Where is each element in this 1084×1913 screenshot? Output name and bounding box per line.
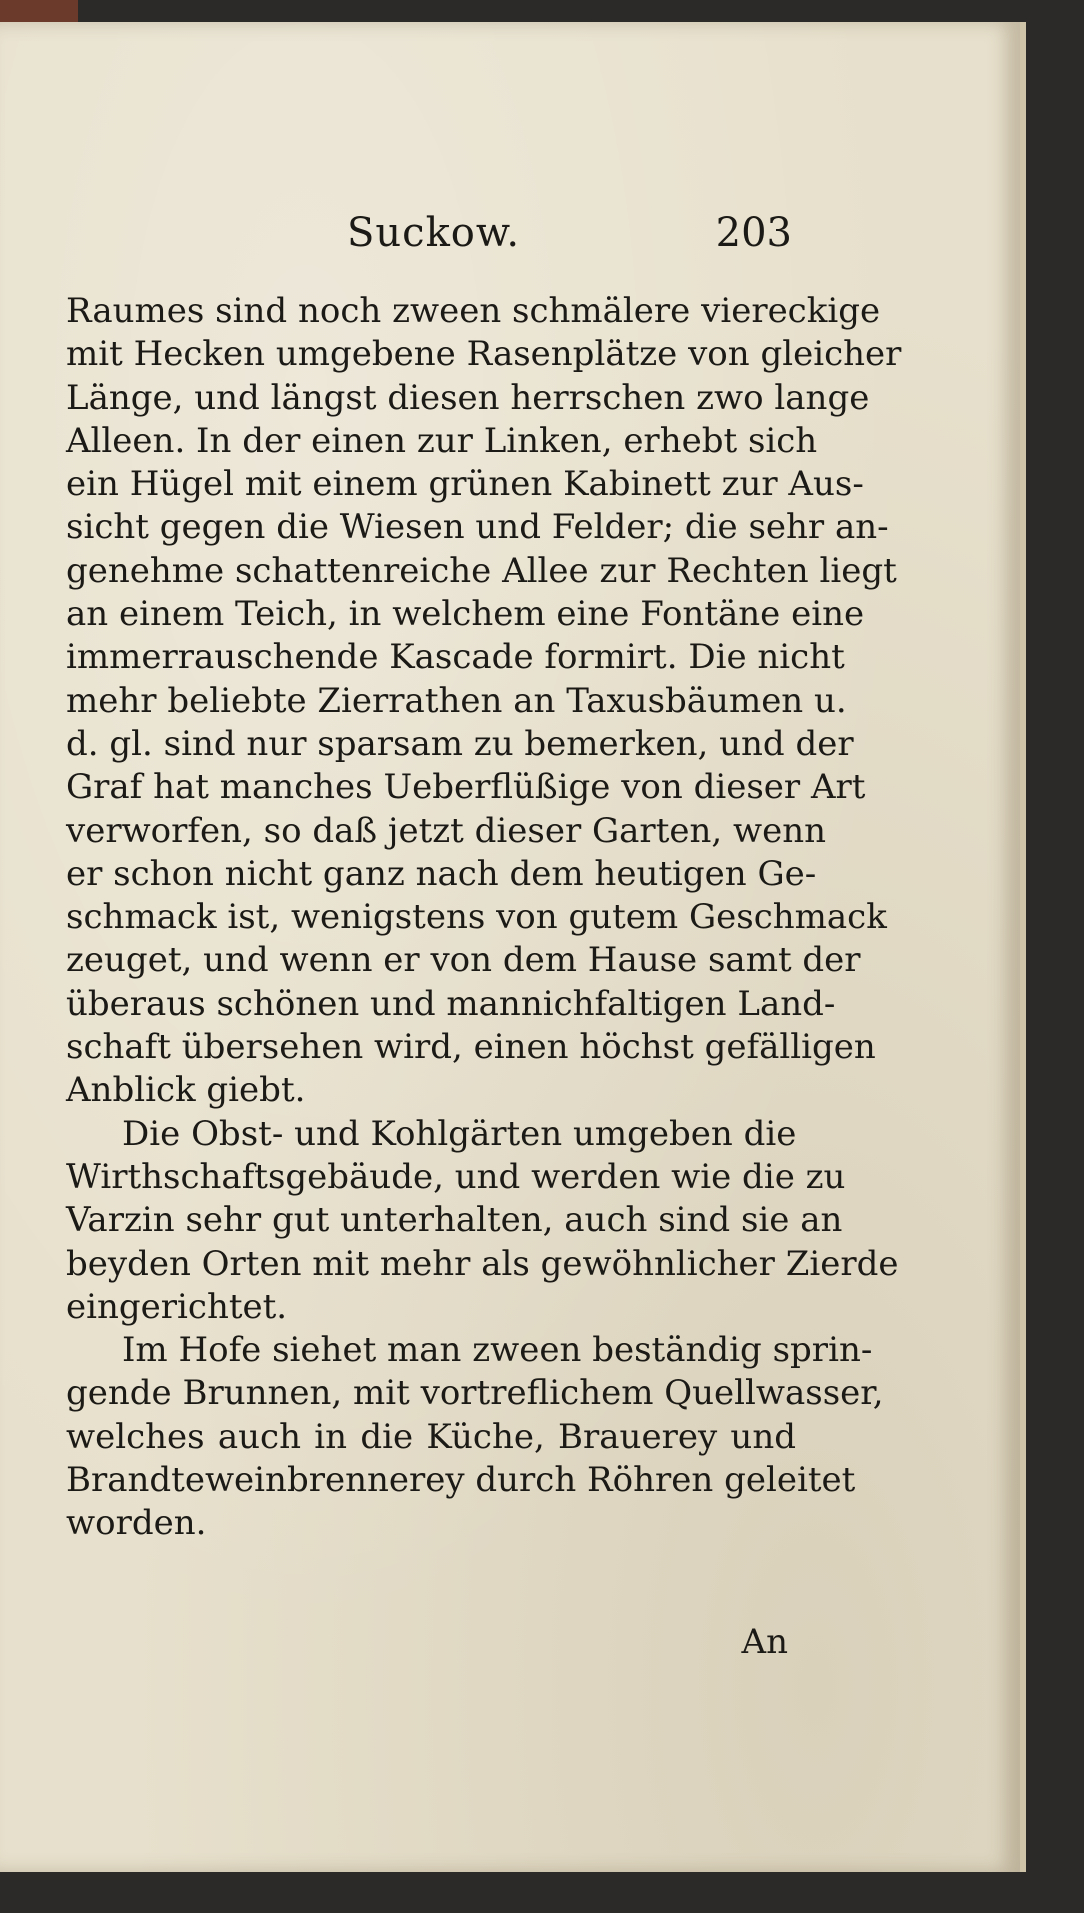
text-line: er schon nicht ganz nach dem heutigen Ge- — [66, 853, 817, 894]
text-line: Im Hofe siehet man zween beständig sprin- — [122, 1330, 873, 1371]
text-line: Graf hat manches Ueberflüßige von dieser Art — [66, 767, 866, 808]
text-line: Anblick giebt. — [66, 1070, 306, 1111]
book-page — [0, 22, 1026, 1872]
text-line: Brandteweinbrennerey durch Röhren geleitet — [66, 1460, 856, 1501]
text-line: gende Brunnen, mit vortreflichem Quellwasser, — [66, 1373, 884, 1414]
body-text — [66, 290, 902, 1546]
text-line: Die Obst- und Kohlgärten umgeben die — [122, 1113, 797, 1154]
text-line: genehme schattenreiche Allee zur Rechten liegt — [66, 550, 897, 591]
text-line: immerrauschende Kascade formirt. Die nicht — [66, 637, 845, 678]
text-line: sicht gegen die Wiesen und Felder; die sehr an- — [66, 507, 889, 548]
page-number: 203 — [715, 210, 792, 256]
running-head: Suckow. — [347, 210, 521, 256]
text-line: zeuget, und wenn er von dem Hause samt der — [66, 940, 861, 981]
text-line: d. gl. sind nur sparsam zu bemerken, und der — [66, 723, 854, 764]
text-line: welches auch in die Küche, Brauerey und — [66, 1416, 796, 1457]
text-line: überaus schönen und mannichfaltigen Land- — [66, 983, 836, 1024]
text-line: schaft übersehen wird, einen höchst gefälligen — [66, 1027, 876, 1068]
text-line: eingerichtet. — [66, 1286, 288, 1327]
text-line: worden. — [66, 1503, 207, 1544]
text-line: Raumes sind noch zween schmälere viereckige — [66, 291, 881, 331]
text-line: Varzin sehr gut unterhalten, auch sind sie an — [66, 1200, 843, 1241]
text-line: mit Hecken umgebene Rasenplätze von gleicher — [66, 334, 902, 375]
text-line: schmack ist, wenigstens von gutem Geschmack — [66, 897, 887, 938]
text-line: beyden Orten mit mehr als gewöhnlicher Zierde — [66, 1243, 899, 1284]
text-line: an einem Teich, in welchem eine Fontäne eine — [66, 594, 865, 635]
page-header — [72, 210, 792, 270]
text-line: Alleen. In der einen zur Linken, erhebt sich — [66, 420, 818, 461]
text-line: ein Hügel mit einem grünen Kabinett zur Aus- — [66, 464, 864, 505]
catchword: An — [741, 1622, 788, 1662]
text-line: mehr beliebte Zierrathen an Taxusbäumen u. — [66, 680, 847, 721]
text-line: Länge, und längst diesen herrschen zwo lange — [66, 377, 870, 418]
text-line: Wirthschaftsgebäude, und werden wie die zu — [66, 1156, 846, 1197]
text-line: verworfen, so daß jetzt dieser Garten, wenn — [66, 810, 827, 851]
